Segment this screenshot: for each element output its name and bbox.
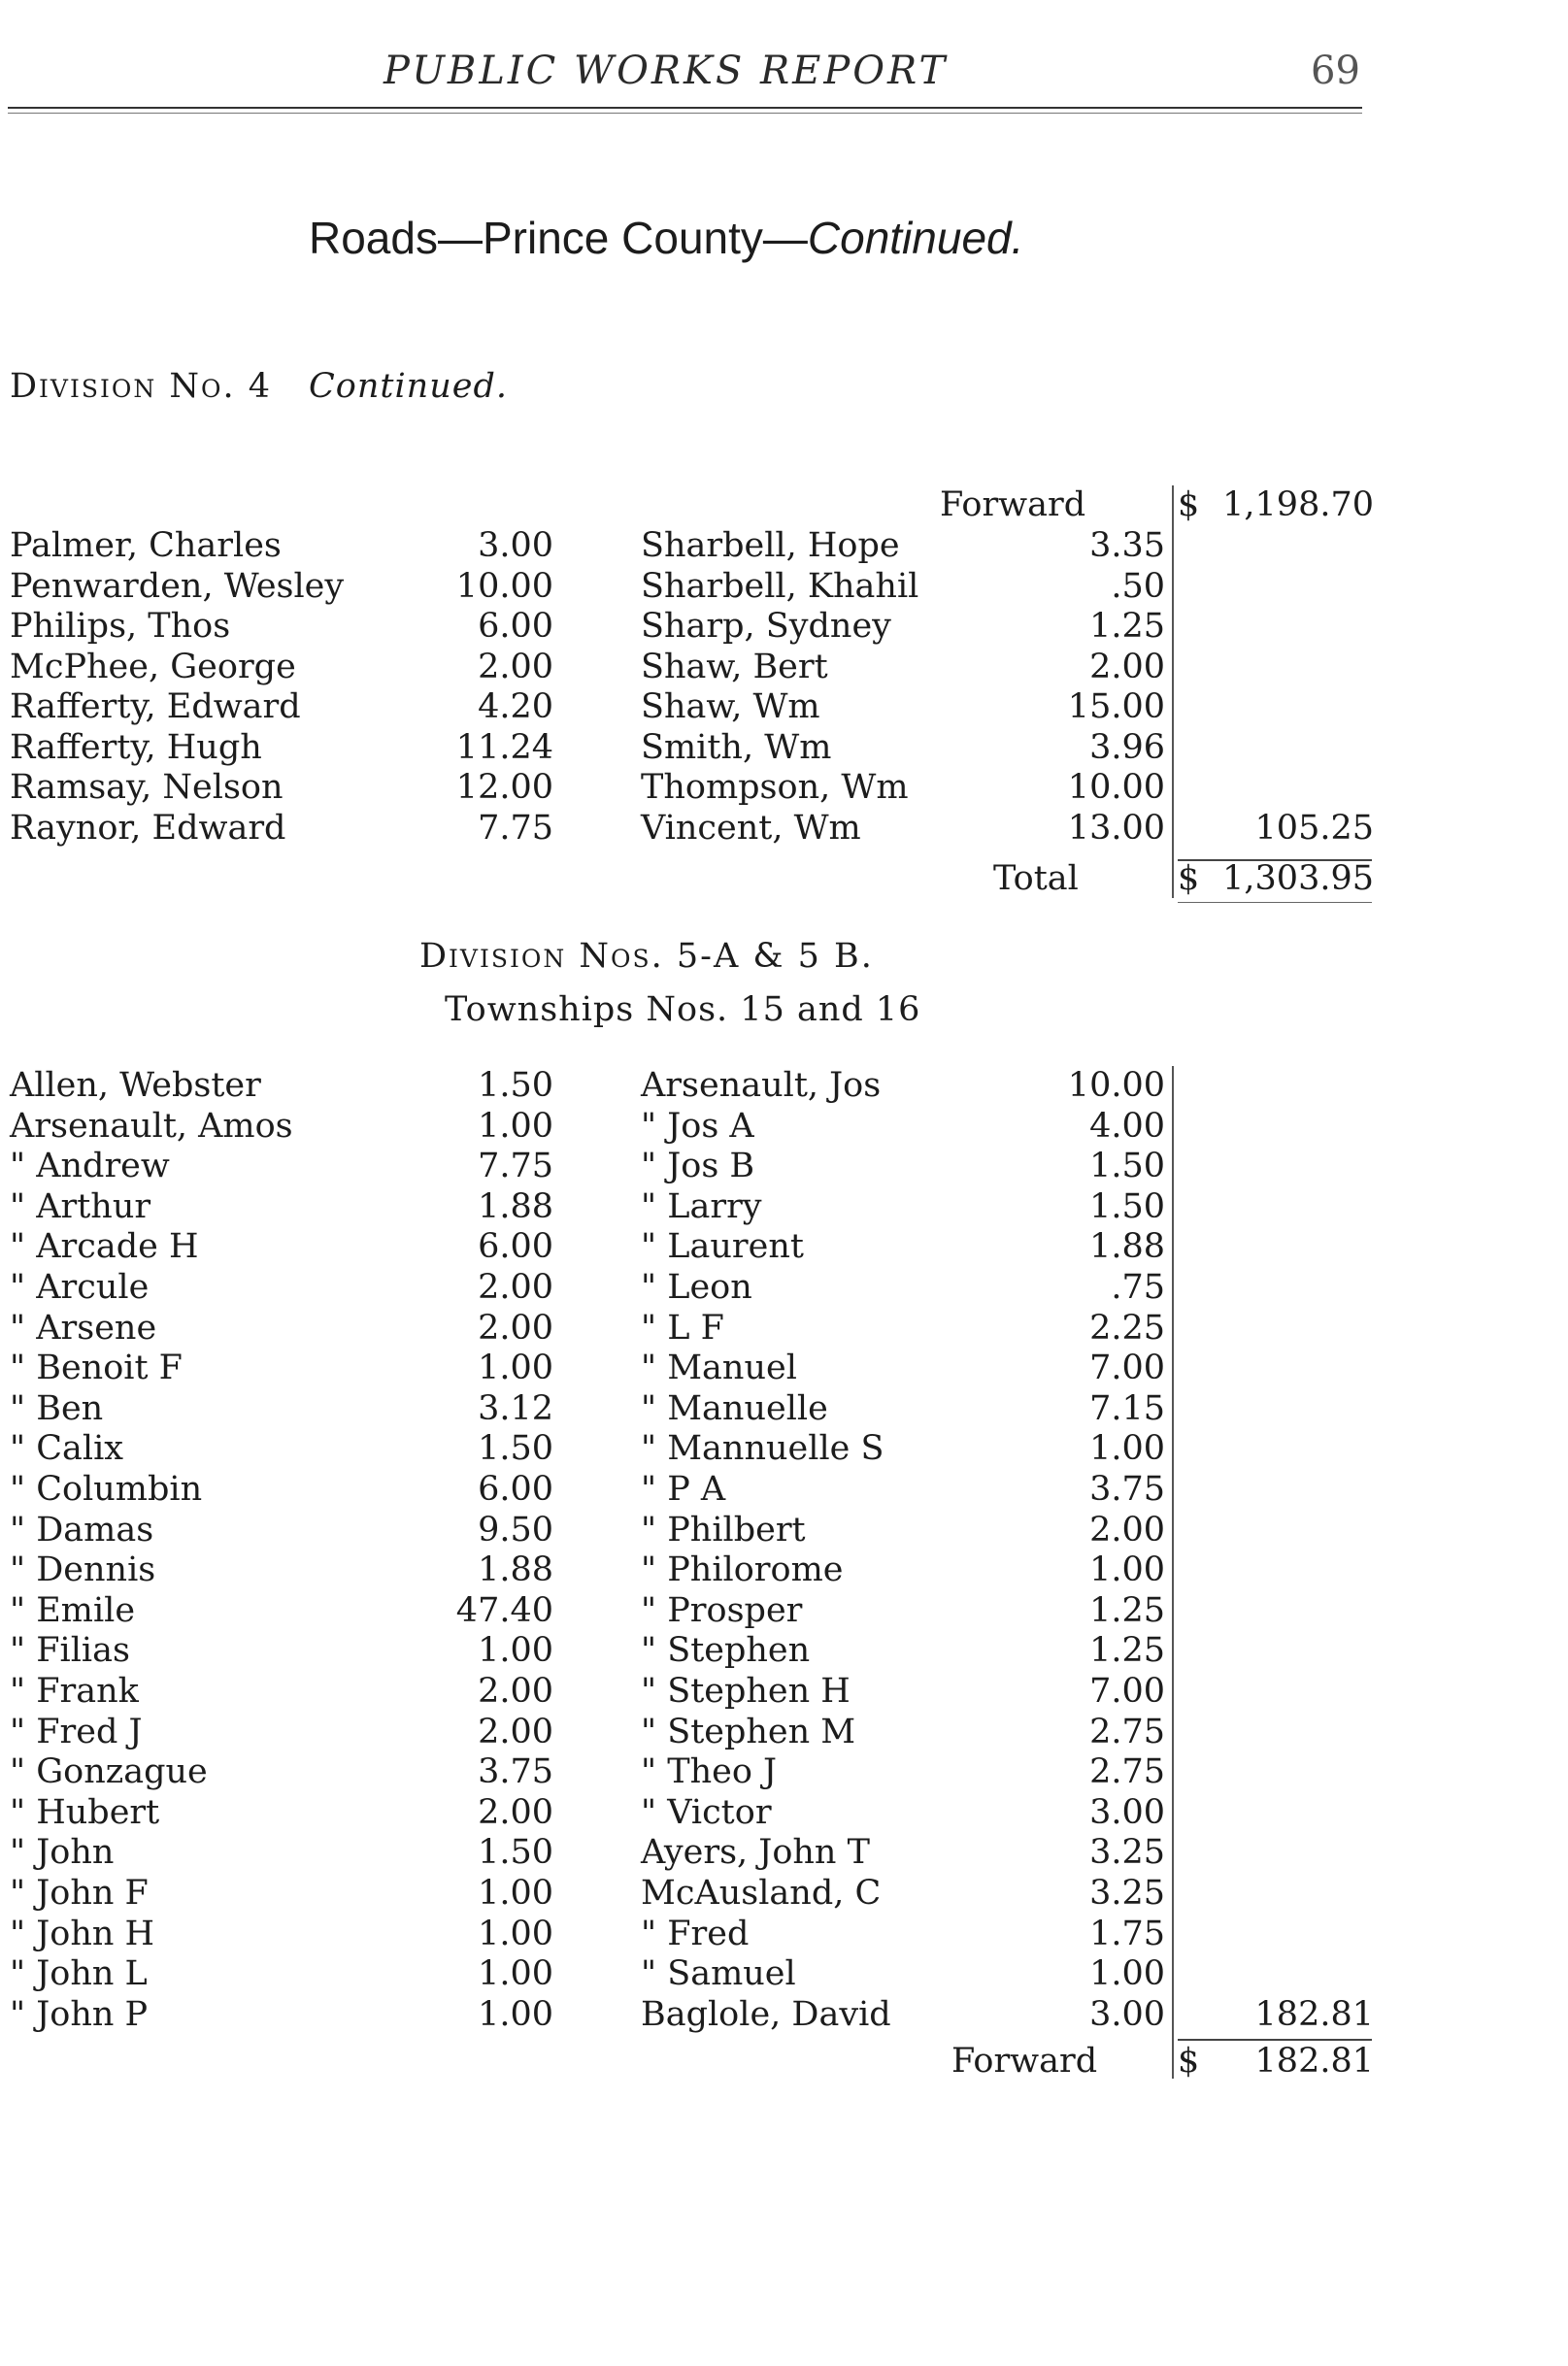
- entry-name: McAusland, C: [641, 1874, 882, 1913]
- entry-amount: 7.75: [478, 1147, 553, 1186]
- table-row: [0, 1672, 1568, 1712]
- entry-name: " Ben: [10, 1388, 104, 1428]
- total-amount: 1,303.95: [1222, 859, 1374, 898]
- entry-amount: 3.35: [1089, 526, 1165, 565]
- total-dollar-sign: $: [1178, 859, 1200, 898]
- entry-name: " Leon: [641, 1268, 752, 1307]
- total-underline: [1178, 902, 1372, 903]
- table-row: [0, 526, 1568, 566]
- entry-amount: 1.50: [478, 1429, 553, 1469]
- entry-amount: 1.00: [478, 1994, 553, 2034]
- entry-name: " Arthur: [10, 1186, 151, 1226]
- entry-amount: 3.00: [1089, 1994, 1165, 2034]
- entry-amount: 7.00: [1089, 1672, 1165, 1711]
- division-5-subtotal-rule: [1178, 2039, 1372, 2041]
- table-row: [0, 1793, 1568, 1833]
- table-row: [0, 728, 1568, 768]
- entry-name: " Andrew: [10, 1147, 170, 1186]
- entry-amount: 1.25: [1089, 1631, 1165, 1671]
- entry-name: Arsenault, Jos: [641, 1066, 882, 1105]
- entry-name: " Benoit F: [10, 1349, 183, 1388]
- entry-name: Shaw, Wm: [641, 687, 820, 726]
- entry-name: Vincent, Wm: [641, 808, 861, 848]
- entry-amount: 13.00: [1067, 808, 1165, 848]
- table-row: [0, 567, 1568, 607]
- entry-name: " Samuel: [641, 1954, 796, 1994]
- table-row: [0, 607, 1568, 647]
- table-row: [0, 1107, 1568, 1147]
- division-4-total-row: [0, 859, 1568, 899]
- entry-name: Thompson, Wm: [641, 768, 909, 807]
- entry-name: " Philorome: [641, 1550, 844, 1590]
- entry-name: Penwarden, Wesley: [10, 566, 345, 606]
- table-row: [0, 1349, 1568, 1388]
- entry-name: " John P: [10, 1994, 149, 2034]
- table-row: [0, 1550, 1568, 1590]
- entry-amount: 2.00: [478, 1712, 553, 1751]
- entry-amount: 2.25: [1089, 1308, 1165, 1348]
- division-5-heading: Division Nos. 5-A & 5 B.: [419, 937, 874, 976]
- entry-name: " Jos A: [641, 1106, 754, 1146]
- entry-amount: 4.20: [478, 687, 553, 726]
- entry-name: " L F: [641, 1308, 724, 1348]
- entry-name: " Arcule: [10, 1268, 150, 1307]
- entry-name: " John F: [10, 1874, 149, 1913]
- entry-name: Shaw, Bert: [641, 647, 828, 686]
- entry-amount: 1.50: [1089, 1147, 1165, 1186]
- entry-name: " Prosper: [641, 1590, 803, 1630]
- entry-amount: 2.00: [478, 1268, 553, 1307]
- entry-amount: 3.75: [478, 1752, 553, 1792]
- entry-amount: 2.00: [478, 1792, 553, 1832]
- entry-name: " Arcade H: [10, 1227, 199, 1267]
- entry-amount: 3.00: [1089, 1792, 1165, 1832]
- entry-name: " Victor: [641, 1792, 772, 1832]
- entry-amount: 1.00: [478, 1106, 553, 1146]
- entry-name: McPhee, George: [10, 647, 296, 686]
- entry-amount: 2.00: [1089, 647, 1165, 686]
- entry-amount: 4.00: [1089, 1106, 1165, 1146]
- entry-name: Baglole, David: [641, 1994, 891, 2034]
- entry-amount: 7.00: [1089, 1349, 1165, 1388]
- table-row: [0, 768, 1568, 808]
- entry-name: " Fred J: [10, 1712, 143, 1751]
- entry-name: Arsenault, Amos: [10, 1106, 293, 1146]
- table-row: [0, 1147, 1568, 1186]
- page-number: 69: [1311, 49, 1360, 93]
- table-row: [0, 1631, 1568, 1671]
- entry-amount: 2.00: [478, 1308, 553, 1348]
- entry-name: " Columbin: [10, 1470, 203, 1509]
- table-row: [0, 1995, 1568, 2035]
- entry-amount: 3.25: [1089, 1833, 1165, 1873]
- entry-amount: 10.00: [1067, 1066, 1165, 1105]
- entry-name: " Emile: [10, 1590, 136, 1630]
- entry-name: " Jos B: [641, 1147, 755, 1186]
- entry-amount: 11.24: [455, 727, 553, 767]
- entry-amount: 1.00: [1089, 1550, 1165, 1590]
- entry-amount: 2.00: [1089, 1510, 1165, 1550]
- entry-name: " Gonzague: [10, 1752, 208, 1792]
- entry-name: " Theo J: [641, 1752, 778, 1792]
- entry-amount: 1.00: [478, 1631, 553, 1671]
- division-5-forward-row: [0, 2042, 1568, 2082]
- table-row: [0, 1833, 1568, 1873]
- division-5-forward-dollar-sign: $: [1178, 2042, 1200, 2081]
- table-row: [0, 1309, 1568, 1349]
- entry-amount: .50: [1111, 566, 1165, 606]
- entry-name: Palmer, Charles: [10, 526, 282, 565]
- division-4-continued: Continued.: [309, 367, 508, 406]
- entry-amount: 3.96: [1089, 727, 1165, 767]
- division-5-forward-amount: 182.81: [1254, 2042, 1374, 2081]
- entry-amount: 1.50: [478, 1066, 553, 1105]
- division-4-heading: [10, 367, 508, 406]
- table-row: [0, 1470, 1568, 1510]
- entry-amount: 1.00: [478, 1349, 553, 1388]
- entry-name: " Larry: [641, 1186, 762, 1226]
- entry-amount: 1.00: [478, 1954, 553, 1994]
- header-rule-thin: [8, 113, 1362, 114]
- entry-name: Philips, Thos: [10, 607, 231, 646]
- page-title-main: Roads—Prince County—: [309, 213, 808, 263]
- entry-name: Sharp, Sydney: [641, 607, 891, 646]
- entry-amount: 47.40: [455, 1590, 553, 1630]
- entry-amount: 6.00: [478, 1470, 553, 1509]
- entry-amount: 10.00: [1067, 768, 1165, 807]
- entry-amount: 7.15: [1089, 1388, 1165, 1428]
- entry-name: " John H: [10, 1914, 155, 1953]
- subtotal-amount: 182.81: [1254, 1994, 1374, 2034]
- entry-name: " Stephen M: [641, 1712, 856, 1751]
- entry-name: Sharbell, Hope: [641, 526, 900, 565]
- table-row: [0, 1511, 1568, 1550]
- entry-amount: 1.25: [1089, 1590, 1165, 1630]
- entry-name: " Stephen: [641, 1631, 811, 1671]
- entry-name: " Philbert: [641, 1510, 806, 1550]
- entry-name: Rafferty, Edward: [10, 687, 301, 726]
- entry-name: Rafferty, Hugh: [10, 727, 262, 767]
- entry-name: " P A: [641, 1470, 726, 1509]
- entry-amount: 1.50: [478, 1833, 553, 1873]
- table-row: [0, 1268, 1568, 1308]
- entry-name: " John L: [10, 1954, 148, 1994]
- entry-name: Ramsay, Nelson: [10, 768, 284, 807]
- page-title: [309, 212, 1023, 264]
- division-5-column-rule: [1172, 1066, 1174, 2079]
- entry-amount: 2.75: [1089, 1752, 1165, 1792]
- entry-amount: 3.75: [1089, 1470, 1165, 1509]
- entry-amount: 12.00: [455, 768, 553, 807]
- entry-name: Ayers, John T: [641, 1833, 870, 1873]
- entry-amount: 3.25: [1089, 1874, 1165, 1913]
- table-row: [0, 648, 1568, 687]
- division-4-label: Division No. 4: [10, 367, 273, 406]
- entry-name: " Dennis: [10, 1550, 156, 1590]
- entry-name: " Stephen H: [641, 1672, 851, 1711]
- entry-amount: 9.50: [478, 1510, 553, 1550]
- entry-amount: 1.00: [478, 1914, 553, 1953]
- entry-amount: 6.00: [478, 607, 553, 646]
- table-row: [0, 1752, 1568, 1792]
- entry-name: " Laurent: [641, 1227, 804, 1267]
- table-row: [0, 1915, 1568, 1954]
- entry-name: Smith, Wm: [641, 727, 832, 767]
- division-5-forward-label: Forward: [951, 2042, 1098, 2081]
- division-4-forward-row: [0, 485, 1568, 525]
- entry-amount: 1.75: [1089, 1914, 1165, 1953]
- entry-amount: 1.88: [478, 1550, 553, 1590]
- table-row: [0, 1713, 1568, 1752]
- division-4-column-rule: [1172, 485, 1174, 898]
- townships-line: Townships Nos. 15 and 16: [445, 990, 921, 1029]
- entry-name: " Mannuelle S: [641, 1429, 884, 1469]
- entry-name: " Filias: [10, 1631, 130, 1671]
- table-row: [0, 1954, 1568, 1994]
- entry-amount: .75: [1111, 1268, 1165, 1307]
- entry-name: " Hubert: [10, 1792, 160, 1832]
- entry-amount: 1.25: [1089, 607, 1165, 646]
- entry-amount: 10.00: [455, 566, 553, 606]
- running-title: PUBLIC WORKS REPORT: [384, 49, 949, 93]
- entry-name: " John: [10, 1833, 115, 1873]
- entry-amount: 1.00: [1089, 1954, 1165, 1994]
- entry-amount: 6.00: [478, 1227, 553, 1267]
- entry-name: Sharbell, Khahil: [641, 566, 919, 606]
- table-row: [0, 1187, 1568, 1227]
- entry-amount: 1.88: [478, 1186, 553, 1226]
- table-row: [0, 1066, 1568, 1106]
- forward-dollar-sign: $: [1178, 485, 1200, 524]
- entry-amount: 3.00: [478, 526, 553, 565]
- entry-amount: 1.00: [478, 1874, 553, 1913]
- entry-amount: 2.75: [1089, 1712, 1165, 1751]
- entry-amount: 15.00: [1067, 687, 1165, 726]
- entry-amount: 7.75: [478, 808, 553, 848]
- entry-amount: 3.12: [478, 1388, 553, 1428]
- entry-name: " Manuelle: [641, 1388, 828, 1428]
- total-label: Total: [993, 859, 1079, 898]
- forward-label: Forward: [940, 485, 1086, 524]
- entry-amount: 1.50: [1089, 1186, 1165, 1226]
- entry-amount: 2.00: [478, 1672, 553, 1711]
- table-row: [0, 1389, 1568, 1429]
- entry-name: " Manuel: [641, 1349, 797, 1388]
- entry-name: " Arsene: [10, 1308, 157, 1348]
- entry-name: " Frank: [10, 1672, 139, 1711]
- header-rule: [8, 107, 1362, 109]
- entry-amount: 2.00: [478, 647, 553, 686]
- forward-amount: 1,198.70: [1222, 485, 1374, 524]
- entry-name: Allen, Webster: [10, 1066, 261, 1105]
- table-row: [0, 1227, 1568, 1267]
- table-row: [0, 809, 1568, 849]
- table-row: [0, 1591, 1568, 1631]
- table-row: [0, 1429, 1568, 1469]
- subtotal-amount: 105.25: [1254, 808, 1374, 848]
- entry-name: " Damas: [10, 1510, 154, 1550]
- entry-amount: 1.88: [1089, 1227, 1165, 1267]
- page-title-continued: Continued.: [807, 213, 1024, 263]
- entry-name: Raynor, Edward: [10, 808, 286, 848]
- entry-amount: 1.00: [1089, 1429, 1165, 1469]
- entry-name: " Fred: [641, 1914, 750, 1953]
- table-row: [0, 1874, 1568, 1914]
- entry-name: " Calix: [10, 1429, 123, 1469]
- table-row: [0, 687, 1568, 727]
